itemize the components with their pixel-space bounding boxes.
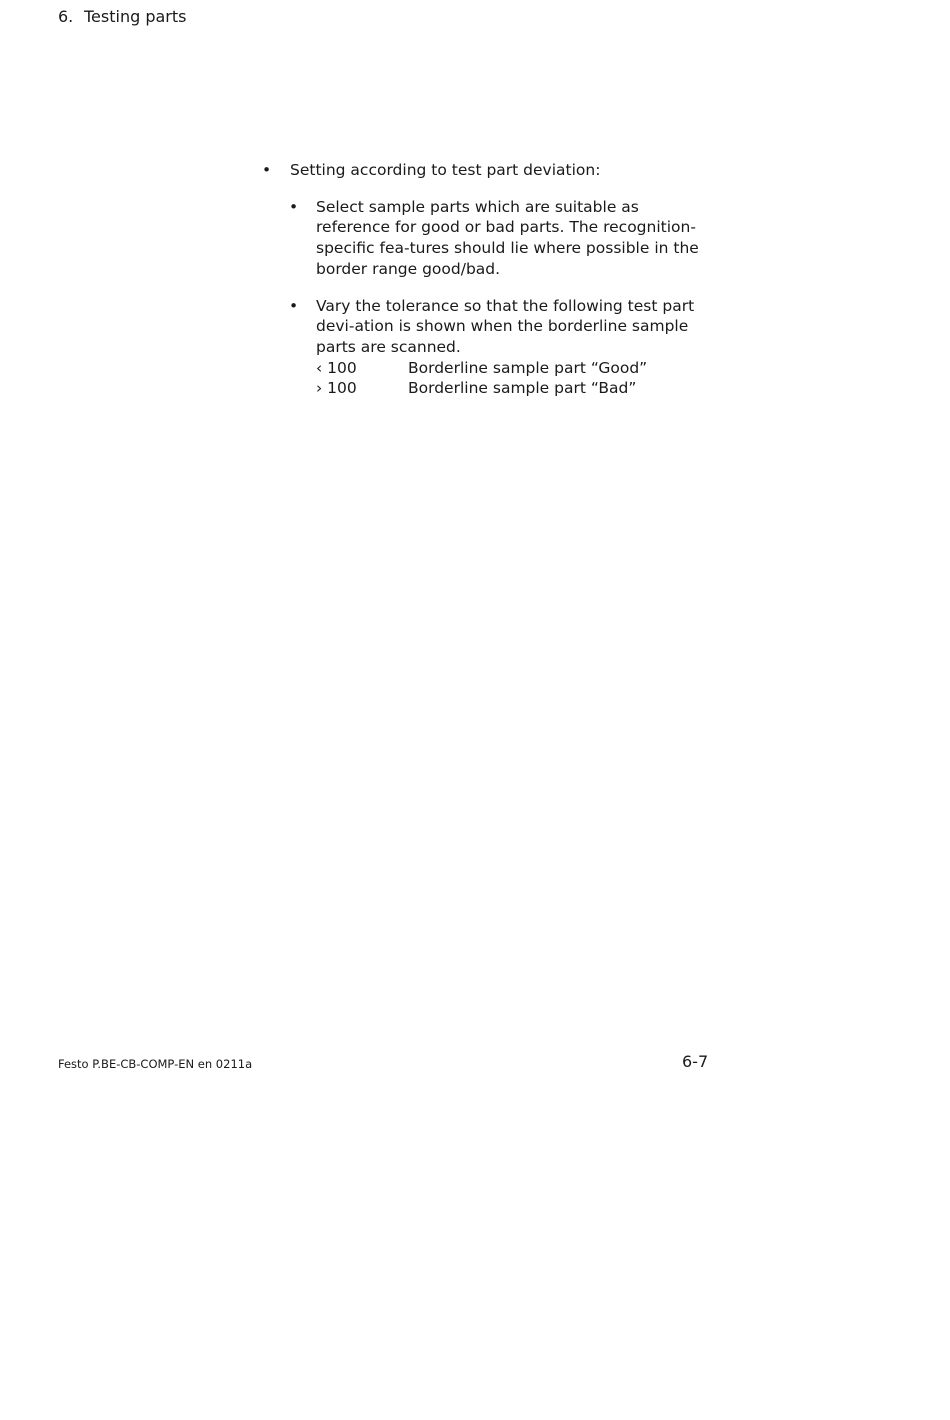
threshold-value: ‹ 100 xyxy=(316,358,357,377)
intro-text: Setting according to test part deviation: xyxy=(290,161,601,179)
sub-bullet-list xyxy=(262,197,712,399)
list-item-text: Vary the tolerance so that the following test part devi-ation is shown when the borderline sample parts are scanned. xyxy=(316,296,695,356)
threshold-value: › 100 xyxy=(316,379,357,398)
list-item xyxy=(289,296,712,400)
list-item xyxy=(289,197,712,280)
threshold-label: Borderline sample part “Bad” xyxy=(408,379,637,398)
threshold-row-bad xyxy=(316,378,712,399)
bullet-marker: • xyxy=(289,296,299,315)
chapter-number: 6. xyxy=(58,7,74,26)
running-header xyxy=(58,6,186,28)
footer-doc-id: Festo P.BE-CB-COMP-EN en 0211a xyxy=(58,1057,253,1071)
intro-bullet xyxy=(262,160,712,181)
page-number: 6-7 xyxy=(682,1052,709,1071)
bullet-marker: • xyxy=(262,161,272,179)
list-item-text: Select sample parts which are suitable as reference for good or bad parts. The recognition-specific fea-tures should lie where possible in the border range good/bad. xyxy=(316,197,699,278)
threshold-row-good xyxy=(316,358,712,379)
chapter-title: Testing parts xyxy=(84,7,187,26)
threshold-label: Borderline sample part “Good” xyxy=(408,358,648,377)
bullet-marker: • xyxy=(289,197,299,216)
main-content xyxy=(262,160,712,415)
